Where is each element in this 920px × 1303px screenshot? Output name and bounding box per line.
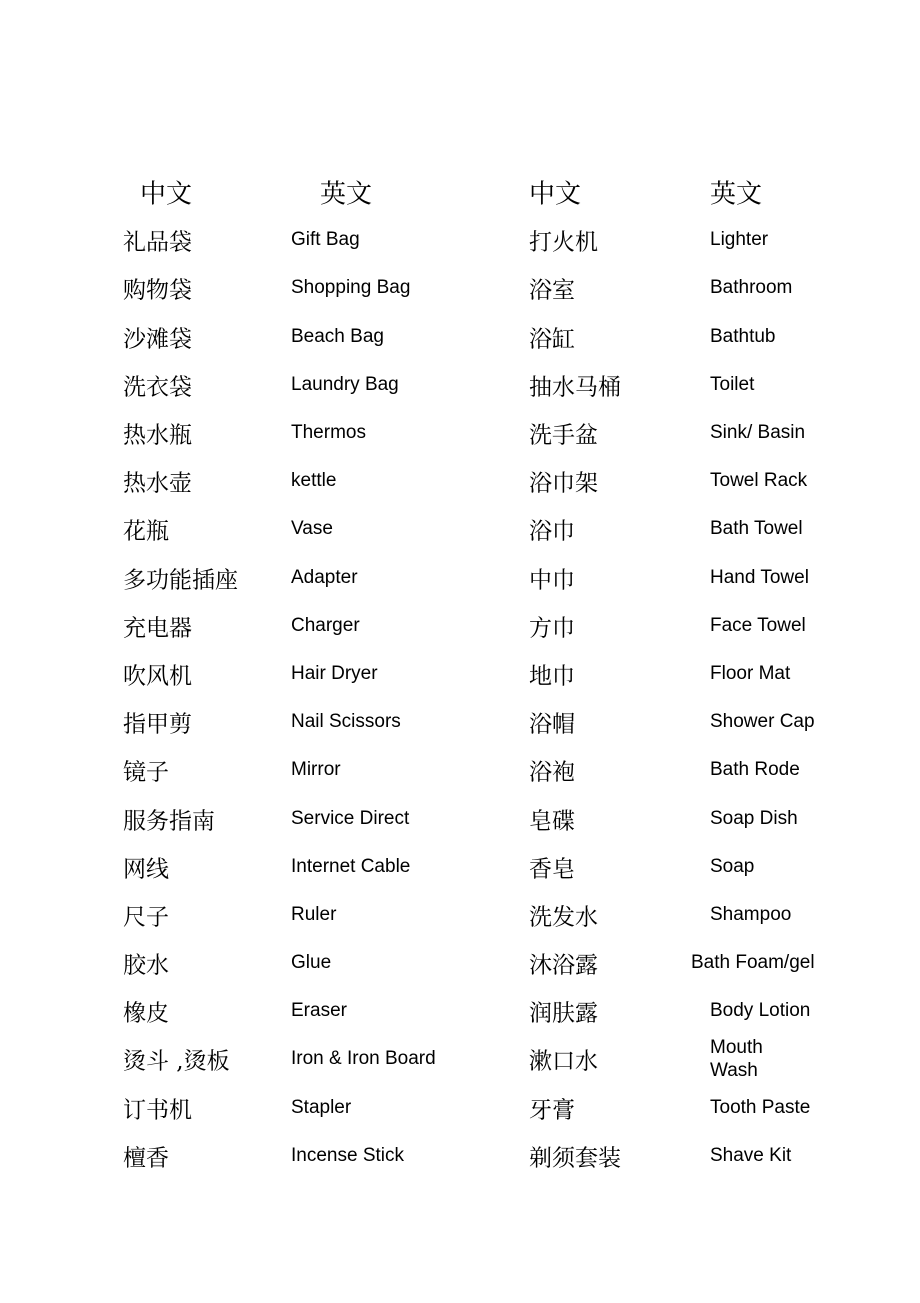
english-term: Thermos: [291, 422, 366, 444]
english-term: Soap Dish: [710, 807, 798, 829]
table-row: [120, 505, 840, 553]
header-english-2: 英文: [710, 179, 763, 210]
chinese-term: 指甲剪: [123, 711, 192, 738]
english-term: Incense Stick: [291, 1144, 404, 1166]
table-row: [120, 1084, 840, 1132]
table-row: [120, 1035, 840, 1083]
table-row: [120, 746, 840, 794]
chinese-term: 胶水: [123, 952, 169, 979]
english-term: Eraser: [291, 1000, 347, 1022]
chinese-term: 充电器: [123, 615, 192, 642]
table-row: [120, 361, 840, 409]
chinese-term: 沐浴露: [529, 952, 598, 979]
english-term: Towel Rack: [710, 470, 808, 492]
chinese-term: 服务指南: [123, 808, 215, 835]
english-term: Soap: [710, 855, 755, 877]
english-term: Face Towel: [710, 614, 806, 636]
header-chinese-2: 中文: [529, 179, 582, 210]
english-term: Bath Towel: [710, 518, 803, 540]
table-row: [120, 602, 840, 650]
english-term: Mirror: [291, 759, 341, 781]
chinese-term: 檀香: [123, 1145, 169, 1172]
chinese-term: 购物袋: [123, 277, 192, 304]
chinese-term: 橡皮: [123, 1000, 169, 1027]
english-term: Laundry Bag: [291, 373, 399, 395]
chinese-term: 浴巾: [529, 518, 575, 545]
chinese-term: 热水瓶: [123, 422, 192, 449]
english-term: Adapter: [291, 566, 358, 588]
english-term: Glue: [291, 952, 332, 974]
table-row: [120, 264, 840, 312]
chinese-term: 浴袍: [529, 759, 575, 786]
chinese-term: 润肤露: [529, 1000, 598, 1027]
chinese-term: 花瓶: [123, 518, 169, 545]
english-term: Mouth Wash: [710, 1037, 763, 1082]
chinese-term: 网线: [123, 856, 169, 883]
table-row: [120, 409, 840, 457]
english-term: kettle: [291, 470, 337, 492]
table-row: [120, 843, 840, 891]
table-row: [120, 554, 840, 602]
chinese-term: 抽水马桶: [529, 374, 621, 401]
chinese-term: 剃须套装: [529, 1145, 621, 1172]
chinese-term: 礼品袋: [123, 229, 192, 256]
english-term: Toilet: [710, 373, 755, 395]
header-english-1: 英文: [320, 179, 373, 210]
chinese-term: 中巾: [529, 567, 575, 594]
english-term: Iron & Iron Board: [291, 1048, 436, 1070]
chinese-term: 漱口水: [529, 1048, 598, 1075]
english-term: Vase: [291, 518, 333, 540]
table-row: [120, 313, 840, 361]
english-term: Internet Cable: [291, 855, 411, 877]
english-term: Stapler: [291, 1096, 352, 1118]
english-term: Bath Foam/gel: [691, 952, 815, 974]
chinese-term: 浴室: [529, 277, 575, 304]
chinese-term: 地巾: [529, 663, 575, 690]
chinese-term: 洗发水: [529, 904, 598, 931]
english-term: Floor Mat: [710, 662, 791, 684]
table-row: [120, 987, 840, 1035]
table-row: [120, 698, 840, 746]
table-row: [120, 794, 840, 842]
chinese-term: 皂碟: [529, 808, 575, 835]
table-header-row: [120, 168, 840, 216]
chinese-term: 洗衣袋: [123, 374, 192, 401]
chinese-term: 牙膏: [529, 1097, 575, 1124]
chinese-term: 尺子: [123, 904, 169, 931]
table-row: [120, 939, 840, 987]
chinese-term: 吹风机: [123, 663, 192, 690]
chinese-term: 浴缸: [529, 326, 575, 353]
english-term: Hair Dryer: [291, 662, 378, 684]
chinese-term: 打火机: [529, 229, 598, 256]
vocabulary-table: [120, 168, 840, 1180]
chinese-term: 浴帽: [529, 711, 575, 738]
english-term: Bathtub: [710, 325, 776, 347]
chinese-term: 烫斗 ,烫板: [123, 1048, 230, 1075]
english-term: Nail Scissors: [291, 711, 401, 733]
chinese-term: 镜子: [123, 759, 169, 786]
chinese-term: 方巾: [529, 615, 575, 642]
table-row: [120, 650, 840, 698]
english-term: Beach Bag: [291, 325, 384, 347]
table-row: [120, 216, 840, 264]
english-term: Sink/ Basin: [710, 422, 806, 444]
chinese-term: 热水壶: [123, 470, 192, 497]
chinese-term: 订书机: [123, 1097, 192, 1124]
english-term: Shave Kit: [710, 1144, 792, 1166]
english-term: Bath Rode: [710, 759, 800, 781]
table-row: [120, 1132, 840, 1180]
english-term: Shopping Bag: [291, 277, 411, 299]
english-term: Gift Bag: [291, 229, 360, 251]
chinese-term: 沙滩袋: [123, 326, 192, 353]
english-term: Hand Towel: [710, 566, 809, 588]
english-term: Service Direct: [291, 807, 410, 829]
chinese-term: 多功能插座: [123, 567, 238, 594]
english-term: Shower Cap: [710, 711, 815, 733]
english-term: Ruler: [291, 903, 337, 925]
table-row: [120, 891, 840, 939]
english-term: Bathroom: [710, 277, 793, 299]
english-term: Charger: [291, 614, 360, 636]
chinese-term: 香皂: [529, 856, 575, 883]
english-term: Body Lotion: [710, 1000, 811, 1022]
english-term: Shampoo: [710, 903, 792, 925]
chinese-term: 洗手盆: [529, 422, 598, 449]
header-chinese-1: 中文: [140, 179, 193, 210]
table-row: [120, 457, 840, 505]
english-term: Tooth Paste: [710, 1096, 811, 1118]
english-term: Lighter: [710, 229, 769, 251]
chinese-term: 浴巾架: [529, 470, 598, 497]
